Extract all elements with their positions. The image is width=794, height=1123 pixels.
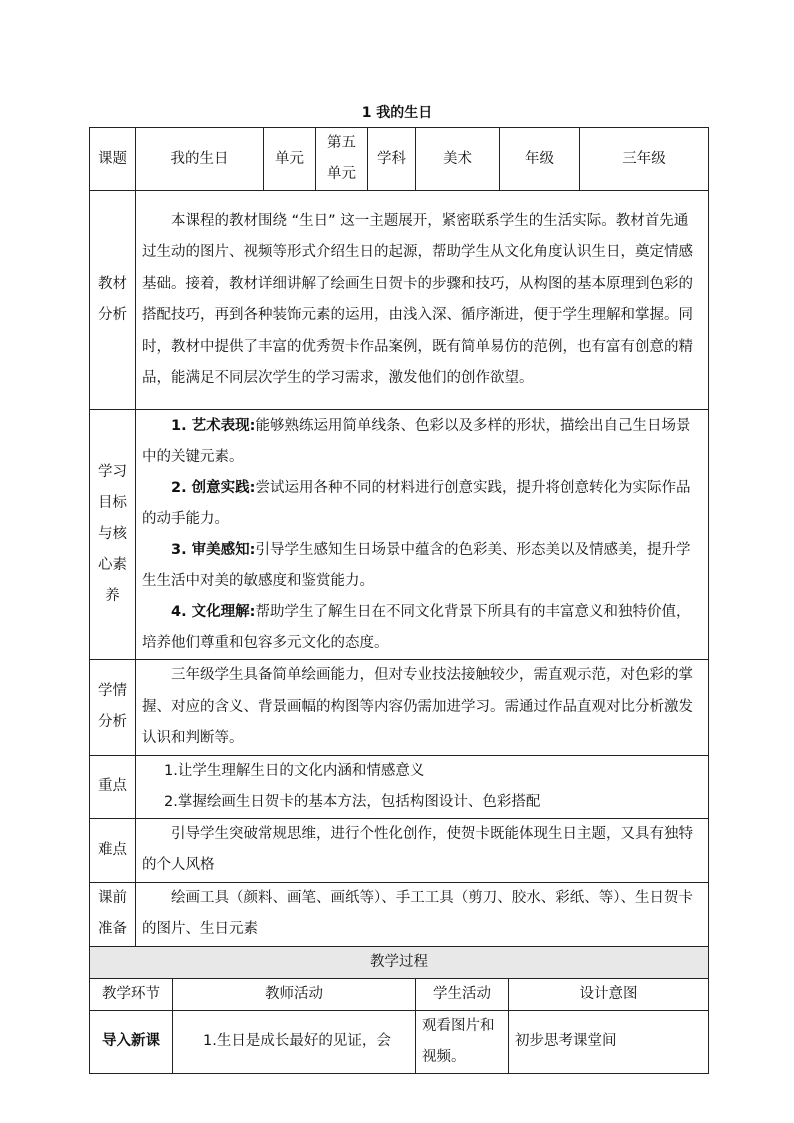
grade-label: 年级	[500, 128, 580, 191]
objective-item: 3. 审美感知:引导学生感知生日场景中蕴含的色彩美、形态美以及情感美，提升学生生活中对美的敏感度和鉴赏能力。	[142, 541, 691, 589]
difficulty-label: 难点	[90, 818, 136, 882]
textbook-row	[90, 191, 709, 410]
process-heading-row	[90, 946, 709, 978]
topic-value: 我的生日	[136, 128, 264, 191]
preparation-row	[90, 882, 709, 946]
page-title: 1 我的生日	[361, 105, 433, 121]
objectives-row	[90, 410, 709, 660]
header-row	[90, 128, 709, 191]
objectives-label: 学习 目标 与核 心素 养	[90, 410, 136, 660]
unit-value: 第五单元	[316, 128, 368, 191]
student-activity-cell: 观看图片和视频。	[416, 1010, 509, 1073]
teacher-activity-cell: 1.生日是成长最好的见证，会	[173, 1010, 416, 1073]
subject-label: 学科	[368, 128, 416, 191]
textbook-label: 教材 分析	[90, 191, 136, 410]
textbook-text: 本课程的教材围绕 “生日” 这一主题展开，紧密联系学生的生活实际。教材首先通过生动的图片、视频等形式介绍生日的起源，帮助学生从文化角度认识生日，奠定情感基础。接着，教材详细讲解了绘画生日贺卡的步骤和技巧，从构图的基本原理到色彩的搭配技巧，再到各种装饰元素的运用，由浅入深、循序渐进，便于学生理解和掌握。同时，教材中提供了丰富的优秀贺卡作品案例，既有简单易仿的范例，也有富有创意的精品，能满足不同层次学生的学习需求，激发他们的创作欲望。	[136, 191, 709, 410]
objective-item: 1. 艺术表现:能够熟练运用简单线条、色彩以及多样的形状，描绘出自己生日场景中的关键元素。	[142, 417, 691, 465]
design-intent-cell: 初步思考课堂间	[509, 1010, 709, 1073]
process-heading: 教学过程	[90, 946, 709, 978]
subject-value: 美术	[416, 128, 500, 191]
column-header: 教学环节	[90, 978, 173, 1010]
objective-item: 4. 文化理解:帮助学生了解生日在不同文化背景下所具有的丰富意义和独特价值，培养他们尊重和包容多元文化的态度。	[142, 603, 691, 651]
preparation-label: 课前 准备	[90, 882, 136, 946]
objective-item: 2. 创意实践:尝试运用各种不同的材料进行创意实践，提升将创意转化为实际作品的动手能力。	[142, 479, 691, 527]
key-point-item: 2.掌握绘画生日贺卡的基本方法，包括构图设计、色彩搭配	[164, 793, 541, 810]
preparation-text: 绘画工具（颜料、画笔、画纸等）、手工工具（剪刀、胶水、彩纸、等）、生日贺卡的图片、生日元素	[136, 882, 709, 946]
difficulty-text: 引导学生突破常规思维，进行个性化创作，使贺卡既能体现生日主题，又具有独特的个人风格	[136, 818, 709, 882]
column-header: 设计意图	[509, 978, 709, 1010]
unit-label: 单元	[264, 128, 316, 191]
key-points-list	[136, 755, 709, 818]
learners-row	[90, 660, 709, 756]
process-columns-row	[90, 978, 709, 1010]
key-point-item: 1.让学生理解生日的文化内涵和情感意义	[164, 762, 425, 779]
table-row	[90, 1010, 709, 1073]
topic-label: 课题	[90, 128, 136, 191]
stage-cell: 导入新课	[90, 1010, 173, 1073]
key-points-row	[90, 755, 709, 818]
column-header: 学生活动	[416, 978, 509, 1010]
objectives-list	[136, 410, 709, 660]
lesson-plan-table	[89, 127, 709, 1074]
grade-value: 三年级	[580, 128, 709, 191]
column-header: 教师活动	[173, 978, 416, 1010]
key-points-label: 重点	[90, 755, 136, 818]
learners-label: 学情 分析	[90, 660, 136, 756]
difficulty-row	[90, 818, 709, 882]
learners-text: 三年级学生具备简单绘画能力，但对专业技法接触较少，需直观示范，对色彩的掌握、对应的含义、背景画幅的构图等内容仍需加进学习。需通过作品直观对比分析激发认识和判断等。	[136, 660, 709, 756]
